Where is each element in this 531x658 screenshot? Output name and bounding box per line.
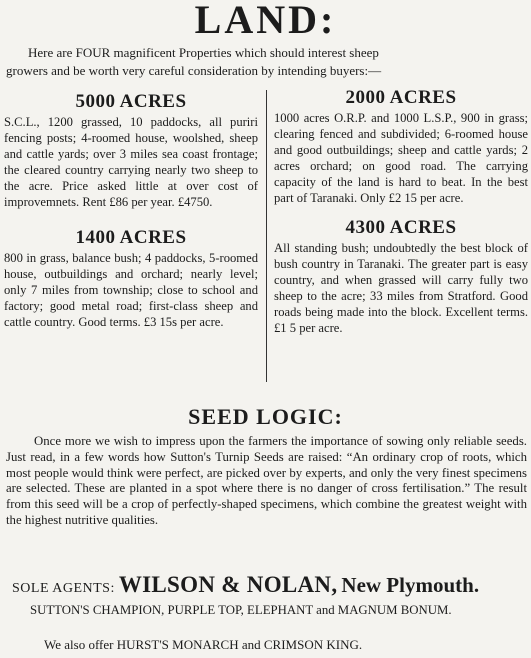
intro-paragraph [6,44,527,80]
property-1400-acres [4,226,258,330]
property-description: 800 in grass, balance bush; 4 paddocks, 5-roomed house, outbuildings and orchard; nearly level; only 7 miles from township; close to school and factory; good metal road; first-class sheep and cattle country. Good terms. £3 15s per acre. [4,251,258,329]
property-description: 1000 acres O.R.P. and 1000 L.S.P., 900 in grass; clearing fenced and subdivided; 6-roomed house and good outbuildings; sheep and cattle yards; 2 acres orchard; on good road. The carrying capacity of the land is hard to beat. In the best part of Taranaki. Only £2 15 per acre. [274,111,528,205]
property-title: 5000 ACRES [75,91,187,112]
sole-agents-label: SOLE AGENTS: [12,581,115,596]
company-name: WILSON & NOLAN, [118,572,338,597]
product-list-text: SUTTON'S CHAMPION, PURPLE TOP, ELEPHANT and MAGNUM BONUM. [30,603,452,617]
intro-line-1: Here are FOUR magnificent Properties which should interest sheep [28,45,379,60]
property-2000-acres [274,86,528,206]
seed-logic-heading: SEED LOGIC: [188,404,343,429]
company-town: New Plymouth. [341,573,480,597]
property-description: All standing bush; undoubtedly the best block of bush country in Taranaki. The greater part is easy country, and when grassed will carry fully two sheep to the acre; 33 miles from Stratford. Good roads being made into the block. Excellent terms. £1 5 per acre. [274,241,528,335]
property-description: S.C.L., 1200 grassed, 10 paddocks, all puriri fencing posts; 4-roomed house, woolshed, sheep and cattle yards; over 3 miles sea coast frontage; the cleared country carrying nearly two sheep to the acre. Price asked little at over cost of improvemnets. Rent £86 per year. £4750. [4,115,258,209]
headline: LAND: [194,0,337,42]
product-list [12,602,527,618]
seed-logic-text: Once more we wish to impress upon the farmers the importance of sowing only reliable seeds. Just read, in a few words how Sutton's Turnip Seeds are raised: “An ordinary crop of roots, which most people would think were perfect, are picked over by experts, and only the very finest specimens are selected. These are planted in a spot where there is no danger of cross fertilisation.” The result from this seed will be a crop of perfectly-shaped specimens, which combine the greatest weight with the highest nutritive qualities. [6,434,527,527]
also-offer-line: We also offer HURST'S MONARCH and CRIMSON KING. [44,637,363,652]
column-divider [266,90,267,382]
intro-line-2: growers and be worth very careful consideration by intending buyers:— [6,63,382,78]
property-title: 1400 ACRES [75,227,187,248]
property-title: 4300 ACRES [345,217,457,238]
sole-agents-line [12,570,527,604]
property-5000-acres [4,90,258,210]
seed-logic-paragraph [6,434,527,529]
property-4300-acres [274,216,528,336]
property-title: 2000 ACRES [345,87,457,108]
